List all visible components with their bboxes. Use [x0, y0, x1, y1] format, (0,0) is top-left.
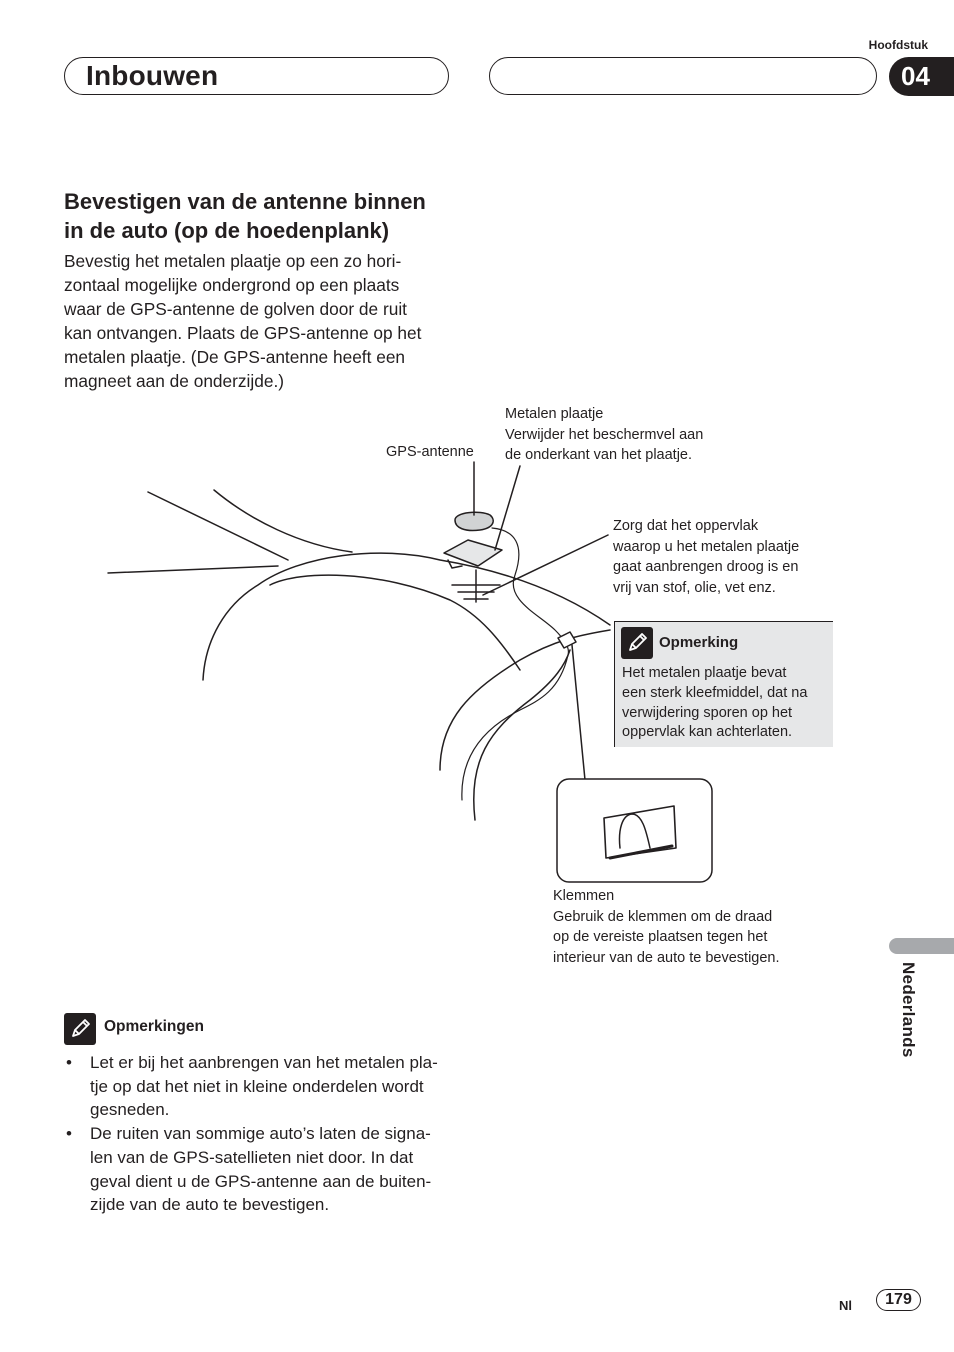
- pillar-line: [440, 630, 610, 770]
- bullet-marker: •: [66, 1053, 72, 1072]
- footer-language-code: Nl: [839, 1298, 852, 1313]
- chapter-label: Hoofdstuk: [868, 38, 928, 52]
- section-heading: [64, 187, 464, 245]
- section-title: Inbouwen: [86, 60, 219, 91]
- label-clamps-line: op de vereiste plaatsen tegen het: [553, 929, 768, 945]
- shelf-contour: [203, 553, 610, 680]
- list-item-line: zijde van de auto te bevestigen.: [90, 1195, 330, 1215]
- label-metal-plate-line: Verwijder het beschermvel aan: [505, 426, 704, 443]
- label-clamps-line: Gebruik de klemmen om de draad: [553, 908, 773, 925]
- windshield-edge-line: [148, 492, 288, 560]
- body-line: metalen plaatje. (De GPS-antenne heeft een: [64, 347, 406, 367]
- list-item-line: geval dient u de GPS-antenne aan de buiten-: [90, 1171, 432, 1191]
- page-number: 179: [876, 1289, 921, 1311]
- leader-surface: [483, 535, 608, 595]
- note-body-line: Het metalen plaatje bevat: [622, 665, 787, 681]
- list-item: [64, 1051, 464, 1122]
- body-line: kan ontvangen. Plaats de GPS-antenne op het: [64, 323, 422, 343]
- leader-clamp: [572, 645, 585, 780]
- note-body-line: een sterk kleefmiddel, dat na: [622, 684, 808, 701]
- note-body: [622, 664, 807, 743]
- list-item-line: De ruiten van sommige auto’s laten de signa-: [90, 1124, 431, 1144]
- label-surface: [613, 516, 799, 598]
- section-body: [64, 249, 464, 393]
- pencil-icon: [64, 1013, 96, 1045]
- chapter-number-badge: 04: [889, 57, 954, 96]
- note-body-line: oppervlak kan achterlaten.: [622, 724, 793, 741]
- section-heading-line: in de auto (op de hoedenplank): [64, 218, 390, 243]
- note-title: Opmerking: [659, 634, 739, 651]
- body-line: magneet aan de onderzijde.): [64, 371, 285, 391]
- body-line: Bevestig het metalen plaatje op een zo hori-: [64, 251, 402, 271]
- list-item-line: Let er bij het aanbrengen van het metalen pla-: [90, 1053, 438, 1072]
- label-surface-line: gaat aanbrengen droog is en: [613, 559, 799, 575]
- label-clamps-line: interieur van de auto te bevestigen.: [553, 949, 780, 966]
- bullet-marker: •: [66, 1124, 72, 1144]
- label-surface-line: vrij van stof, olie, vet enz.: [613, 579, 776, 596]
- label-gps-antenna: GPS-antenne: [386, 444, 474, 460]
- roof-line: [214, 490, 352, 552]
- list-item-line: tje op dat het niet in kleine onderdelen wordt: [90, 1076, 424, 1096]
- shelf-inner: [270, 575, 520, 670]
- language-tab: [889, 938, 954, 954]
- section-heading-line: Bevestigen van de antenne binnen: [64, 189, 426, 214]
- language-label: Nederlands: [899, 962, 918, 1058]
- header-empty-frame: [489, 57, 877, 95]
- leader-plate: [495, 466, 520, 550]
- body-line: waar de GPS-antenne de golven door de ruit: [64, 299, 407, 319]
- body-line: zontaal mogelijke ondergrond op een plaats: [64, 275, 400, 295]
- list-item-line: gesneden.: [90, 1100, 170, 1120]
- label-surface-line: Zorg dat het oppervlak: [613, 518, 759, 534]
- label-metal-plate-line: de onderkant van het plaatje.: [505, 447, 693, 463]
- dash-line: [108, 566, 278, 573]
- list-item-line: len van de GPS-satellieten niet door. In dat: [90, 1147, 414, 1167]
- note-body-line: verwijdering sporen op het: [622, 704, 793, 721]
- notes-list: [64, 1051, 464, 1217]
- notes-title: Opmerkingen: [104, 1018, 204, 1035]
- label-metal-plate-line: Metalen plaatje: [505, 406, 604, 422]
- label-clamps: [553, 886, 780, 968]
- pencil-icon: [621, 627, 653, 659]
- list-item: [64, 1122, 464, 1217]
- label-clamps-line: Klemmen: [553, 888, 615, 904]
- label-metal-plate: [505, 404, 703, 466]
- pillar-inner: [474, 650, 570, 820]
- note-box: [614, 621, 833, 747]
- label-surface-line: waarop u het metalen plaatje: [613, 538, 800, 555]
